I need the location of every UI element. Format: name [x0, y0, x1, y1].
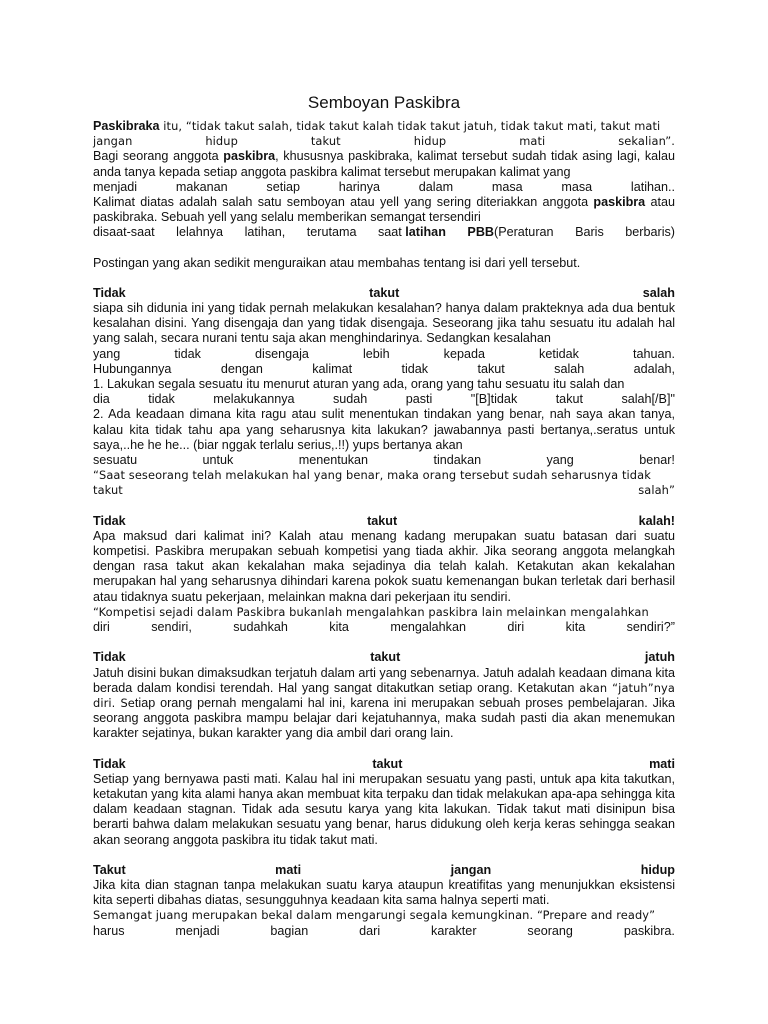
section-heading-tidak-takut-kalah: [93, 514, 675, 529]
word: takut: [369, 285, 400, 300]
word: lelahnya: [176, 225, 224, 240]
word: tindakan: [433, 453, 482, 468]
word: takut: [310, 134, 341, 149]
word: untuk: [202, 453, 234, 468]
word: dengan: [220, 361, 263, 376]
word: takut: [372, 756, 403, 771]
word: masa: [561, 179, 593, 194]
intro-text: , khususnya paskibraka, kalimat tersebut sudah tidak asing lagi, kalau anda tanya kepada setiap anggota paskibra kalimat tersebut merupakan kalimat yang: [93, 149, 675, 179]
intro-text: Bagi seorang anggota: [93, 149, 224, 164]
intro-line-justified: [93, 180, 675, 195]
word: karakter: [431, 923, 477, 938]
section-text: 2. Ada keadaan dimana kita ragu atau sulit menentukan tindakan yang benar, nah saya akan tanya, kalau kita tidak tahu apa yang seharusnya kita lakukan? jawabannya pasti bertanya,.seratus untuk saya,..he he he... (biar nggak terlalu serius,.!!) yups bertanya akan: [93, 407, 675, 452]
word: terutama: [306, 225, 357, 240]
word: benar!: [639, 453, 675, 468]
word: tidak: [148, 392, 175, 407]
word: kita: [329, 620, 349, 635]
word: jangan: [450, 862, 492, 877]
word: masa: [491, 179, 523, 194]
word: ketidak: [539, 346, 579, 361]
word: berbaris): [625, 225, 675, 240]
word: menjadi: [93, 179, 138, 194]
word: mati: [519, 134, 546, 149]
word: sudah: [332, 392, 368, 407]
word: tidak: [174, 346, 201, 361]
bold-term: Paskibraka: [93, 119, 160, 133]
word: jangan: [93, 134, 133, 149]
section-heading-takut-mati-jangan-hidup: [93, 863, 675, 878]
intro-paragraph-3: [93, 195, 675, 225]
word: harus: [93, 923, 125, 938]
intro-text: itu, “tidak takut salah, tidak takut kalah tidak takut jatuh, tidak takut mati, takut mati: [159, 119, 661, 133]
word: lebih: [362, 346, 390, 361]
justified-line: [93, 347, 675, 362]
word: latihan,: [244, 225, 286, 240]
word: kalimat: [312, 361, 353, 376]
intro-line-justified: [93, 225, 675, 240]
word: kita: [565, 620, 586, 635]
word: mati: [275, 862, 302, 877]
intro-paragraph-1: [93, 119, 675, 134]
section-text: 1. Lakukan segala sesuatu itu menurut aturan yang ada, orang yang tahu sesuatu itu salah dan: [93, 377, 625, 392]
word: hidup: [205, 134, 238, 149]
word: salah”: [638, 483, 675, 498]
word: dari: [359, 923, 381, 938]
intro-text: atau paskibraka. Sebuah yell yang selalu memberikan semangat tersendiri: [93, 195, 675, 225]
word: menjadi: [175, 923, 220, 938]
word: disengaja: [255, 346, 309, 361]
word: setiap: [266, 179, 300, 194]
bold-term: paskibra: [593, 195, 646, 210]
word: Tidak: [93, 513, 126, 528]
section-quote: Semangat juang merupakan bekal dalam mengarungi segala kemungkinan. “Prepare and ready”: [93, 908, 656, 923]
word: dalam: [418, 179, 454, 194]
section-text: siapa sih didunia ini yang tidak pernah melakukan kesalahan? hanya dalam prakteknya ada dua bentuk kesalahan disini. Yang disengaja dan yang tidak disengaja. Seseorang jika tahu sesuatu itu adalah hal yang salah, secara nurani tentu saja akan menghindarinya. Sedangkan kesalahan: [93, 301, 675, 346]
word: sendiri?”: [626, 620, 675, 635]
word: Baris: [575, 225, 604, 240]
justified-line: [93, 483, 675, 498]
justified-line: [93, 620, 675, 635]
section-heading-tidak-takut-salah: [93, 286, 675, 301]
word: pasti: [405, 392, 433, 407]
intro-text: Kalimat diatas adalah salah satu semboyan atau yell yang sering diteriakkan anggota: [93, 195, 594, 210]
word: mati: [649, 756, 675, 771]
section-text: Setiap yang bernyawa pasti mati. Kalau hal ini merupakan sesuatu yang pasti, untuk apa kita takutkan, ketakutan yang kita alami hanya akan membuat kita terpaku dan tidak melakukan apa-apa sehingga kita dalam keadaan stagnan. Tidak ada sesutu karya yang kita lakukan. Tidak takut mati disinipun bisa berarti bahwa dalam melakukan sesuatu yang benar, harus didukung oleh kerja keras sehingga seakan akan seorang anggota paskibra itu tidak takut mati.: [93, 771, 675, 847]
justified-line: [93, 362, 675, 377]
page-title: Semboyan Paskibra: [307, 93, 461, 112]
word: tahuan.: [632, 346, 675, 361]
word: Tidak: [93, 285, 126, 300]
word: bagian: [270, 923, 309, 938]
word: kepada: [443, 346, 485, 361]
word: takut: [477, 361, 505, 376]
word: salah[/B]": [621, 392, 675, 407]
section-heading-tidak-takut-mati: [93, 757, 675, 772]
word: yang: [546, 453, 574, 468]
word: salah: [642, 285, 675, 300]
word: Hubungannya: [93, 361, 172, 376]
word: takut: [93, 483, 123, 498]
bold-term: PBB: [467, 225, 495, 240]
justified-line: [93, 392, 675, 407]
word: makanan: [175, 179, 228, 194]
word: sekalian”.: [618, 134, 675, 149]
word: hidup: [640, 862, 675, 877]
word: sesuatu: [93, 453, 138, 468]
word: paskibra.: [623, 923, 675, 938]
word: Tidak: [93, 650, 126, 665]
word: seorang: [527, 923, 573, 938]
word: PBB(Peraturan: [467, 225, 554, 240]
word: adalah,: [633, 361, 675, 376]
word: diri: [93, 620, 110, 635]
word: sendiri,: [151, 620, 192, 635]
section-heading-tidak-takut-jatuh: [93, 650, 675, 665]
word: menentukan: [298, 453, 369, 468]
intro-line-justified: [93, 134, 675, 149]
word: kalah!: [638, 513, 675, 528]
section-quote: “Saat seseorang telah melakukan hal yang benar, maka orang tersebut sudah seharusnya tidak: [93, 468, 651, 483]
word: hidup: [413, 134, 447, 149]
bold-term: paskibra: [223, 149, 276, 164]
word: mengalahkan: [390, 620, 466, 635]
word: sudahkah: [233, 620, 288, 635]
word: diri: [507, 620, 525, 635]
word: jatuh: [644, 650, 675, 665]
word: takut: [370, 650, 401, 665]
word: harinya: [338, 179, 381, 194]
word: melakukannya: [213, 392, 295, 407]
word: disaat-saat: [93, 225, 155, 240]
section-text: Jatuh disini bukan dimaksudkan terjatuh dalam arti yang sebenarnya. Jatuh adalah keadaan dimana kita berada dalam kondisi terendah. Hal yang sangat ditakutkan setiap orang. Ketakutan akan “jatuh”nya diri. Setiap orang pernah mengalami hal ini, karena ini merupakan sebuah proses pembelajaran. Jika seorang anggota paskibra mampu belajar dari kejatuhannya, maka sudah pasti dia akan menemukan karakter sejatinya, bukan karakter yang dia ambil dari orang lain.: [93, 665, 676, 741]
word: Takut: [93, 862, 126, 877]
section-quote: “Kompetisi sejadi dalam Paskibra bukanlah mengalahkan paskibra lain melainkan mengalahkan: [93, 604, 649, 619]
document-page: [93, 93, 675, 939]
intro-paragraph-4: Postingan yang akan sedikit menguraikan atau membahas tentang isi dari yell tersebut.: [93, 255, 581, 270]
word: takut: [367, 513, 398, 528]
word: takut: [555, 392, 583, 407]
word: salah: [554, 361, 585, 376]
justified-line: [93, 924, 675, 939]
word: dia: [93, 392, 110, 407]
bold-term: latihan: [405, 225, 446, 240]
word: tidak: [401, 361, 429, 376]
word: yang: [93, 346, 121, 361]
section-text: Apa maksud dari kalimat ini? Kalah atau menang kadang merupakan suatu batasan dari suatu kompetisi. Paskibra merupakan sebuah kompetisi yang tiada akhir. Jika seorang anggota melangkah dengan rasa takut akan kekalahan maka sejadinya dia telah kalah. Ketakutan akan kekalahan merupakan hal yang seharusnya dihindari karena pokok suatu kemenangan bukan terletak dari berhasil atau tidaknya suatu pekerjaan, melainkan makna dari pekerjaan itu sendiri.: [93, 528, 675, 604]
justified-line: [93, 453, 675, 468]
intro-paragraph-2: [93, 149, 675, 179]
word: latihan..: [630, 179, 675, 194]
section-text: Jika kita dian stagnan tanpa melakukan suatu karya ataupun kreatifitas yang menunjukkan eksistensi kita seperti dibahas diatas, sesungguhnya keadaan kita sama halnya seperti mati.: [93, 877, 675, 908]
word: Tidak: [93, 756, 126, 771]
word: saat latihan: [377, 225, 446, 240]
word: "[B]tidak: [470, 392, 518, 407]
